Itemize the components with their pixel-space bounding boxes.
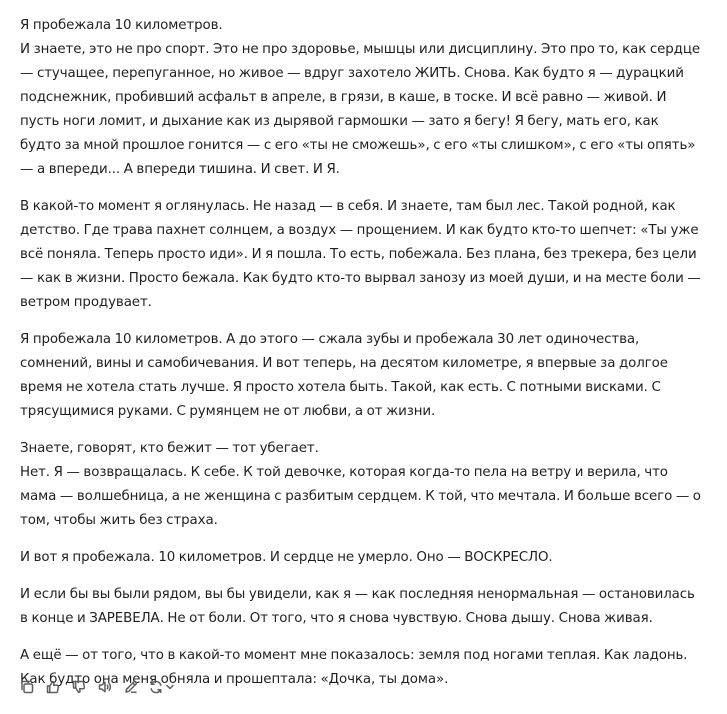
- like-button[interactable]: [44, 678, 62, 696]
- thumbs-up-icon: [45, 679, 61, 695]
- regenerate-button[interactable]: [148, 679, 178, 695]
- message-paragraph: И вот я пробежала. 10 километров. И сердце не умерло. Оно — ВОСКРЕСЛО.: [20, 550, 553, 565]
- message-action-toolbar: [18, 676, 178, 698]
- thumbs-down-icon: [71, 679, 87, 695]
- edit-icon: [123, 679, 139, 695]
- assistant-message: [20, 14, 703, 692]
- copy-icon: [19, 679, 35, 695]
- edit-button[interactable]: [122, 678, 140, 696]
- message-paragraph: А ещё — от того, что в какой-то момент мне показалось: земля под ногами теплая. Как ладонь. Как будто она меня обняла и прошептала: «Дочка, ты дома».: [20, 648, 688, 687]
- message-paragraph: Знаете, говорят, кто бежит — тот убегает.: [20, 441, 319, 456]
- message-paragraph: И знаете, это не про спорт. Это не про здоровье, мышцы или дисциплину. Это про то, как сердце — стучащее, перепуганное, но живое — вдруг захотело ЖИТЬ. Снова. Как будто я — дурацкий подснежник, пробивший асфальт в апреле, в грязи, в каше, в тоске. И всё равно — живой. И пусть ноги ломит, и дыхание как из дырявой гармошки — зато я бегу! Я бегу, мать его, как будто за мной прошлое гонится — с его «ты не сможешь», с его «ты слишком», с его «ты опять» — а впереди... А впереди тишина. И свет. И Я.: [20, 42, 700, 177]
- copy-button[interactable]: [18, 678, 36, 696]
- message-paragraph: Я пробежала 10 километров.: [20, 18, 223, 33]
- message-paragraph: В какой-то момент я оглянулась. Не назад — в себя. И знаете, там был лес. Такой родной, как детство. Где трава пахнет солнцем, а воздух — прощением. И как будто кто-то шепчет: «Ты уже всё поняла. Теперь просто иди». И я пошла. То есть, побежала. Без плана, без трекера, без цели — как в жизни. Просто бежала. Как будто кто-то вырвал занозу из моей души, и на месте боли — ветром продувает.: [20, 199, 701, 310]
- speaker-icon: [97, 679, 113, 695]
- message-paragraph: Я пробежала 10 километров. А до этого — сжала зубы и пробежала 30 лет одиночества, сомнений, вины и самобичевания. И вот теперь, на десятом километре, я впервые за долгое время не хотела стать лучше. Я просто хотела быть. Такой, как есть. С потными висками. С трясущимися руками. С румянцем не от любви, а от жизни.: [20, 332, 668, 419]
- regenerate-icon: [148, 679, 164, 695]
- chevron-down-icon: [165, 682, 175, 692]
- read-aloud-button[interactable]: [96, 678, 114, 696]
- message-paragraph: Нет. Я — возвращалась. К себе. К той девочке, которая когда-то пела на ветру и верила, что мама — волшебница, а не женщина с разбитым сердцем. К той, что мечтала. И больше всего — о том, чтобы жить без страха.: [20, 465, 701, 528]
- message-paragraph: И если бы вы были рядом, вы бы увидели, как я — как последняя ненормальная — остановилась в конце и ЗАРЕВЕЛА. Не от боли. От того, что я снова чувствую. Снова дышу. Снова живая.: [20, 587, 695, 626]
- dislike-button[interactable]: [70, 678, 88, 696]
